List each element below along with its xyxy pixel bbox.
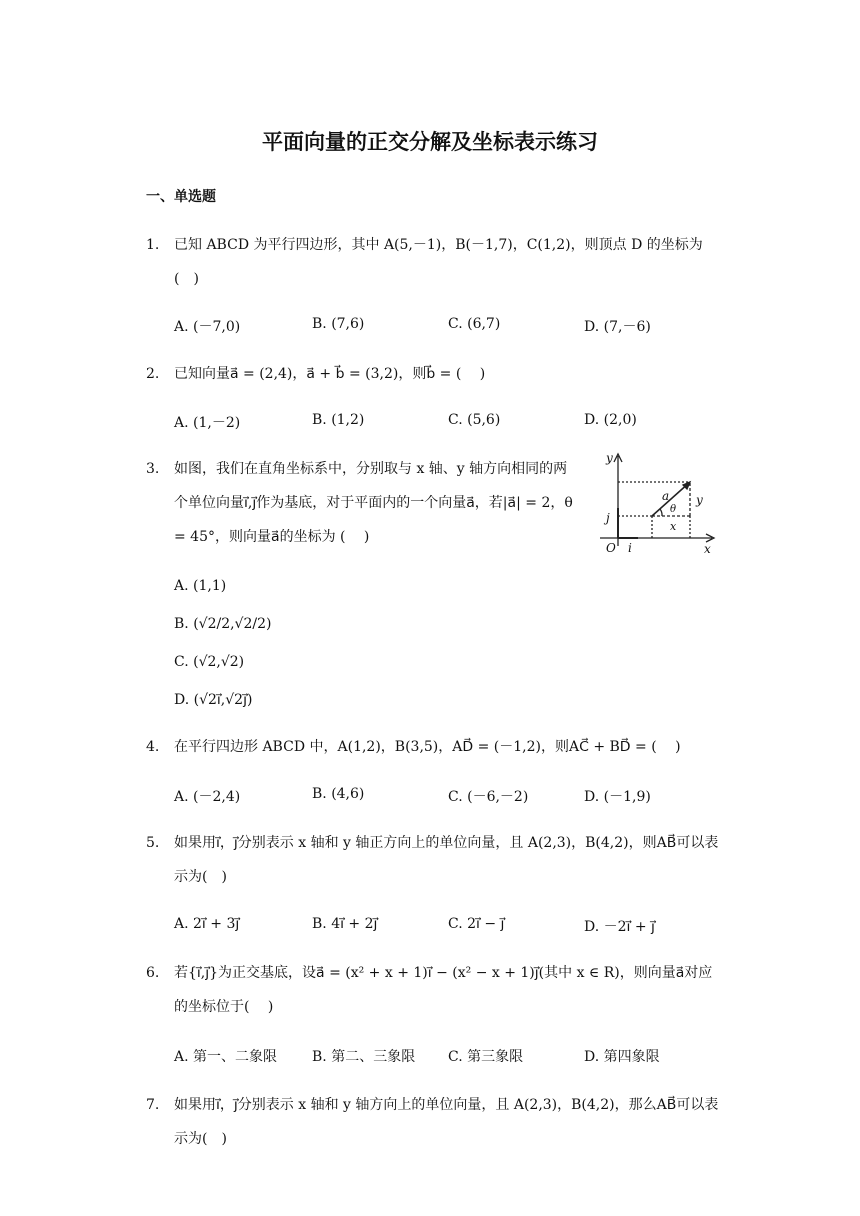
option-c: C. (－6,－2) [448,789,529,805]
question-number: 7. [146,1097,160,1113]
question-6 [146,956,726,1024]
option-d: D. －2i⃗ + j⃗ [584,919,655,935]
option-b: B. (1,2) [312,412,365,428]
option-b: B. (√2/2,√2/2) [174,616,272,632]
option-d: D. (2,0) [584,412,637,428]
question-stem: 已知 ABCD 为平行四边形，其中 A(5,－1)，B(－1,7)，C(1,2)，则顶点 D 的坐标为( ) [174,237,703,287]
option-a: A. (1,－2) [174,415,241,431]
page-title: 平面向量的正交分解及坐标表示练习 [262,130,598,154]
option-a: A. (－2,4) [174,789,241,805]
option-b: B. 第二、三象限 [312,1049,416,1065]
question-number: 3. [146,461,160,477]
option-d: D. (√2i⃗,√2j⃗) [174,692,253,708]
question-stem: 如果用i⃗，j⃗分别表示 x 轴和 y 轴正方向上的单位向量，且 A(2,3)，B(4,2)，则AB⃗可以表示为( ) [174,835,719,885]
option-a: A. (－7,0) [174,319,241,335]
question-number: 4. [146,739,160,755]
option-a: A. 2i⃗ + 3j⃗ [174,916,240,932]
option-b: B. 4i⃗ + 2j⃗ [312,916,378,932]
section-heading: 一、单选题 [146,189,216,205]
question-number: 2. [146,366,160,382]
x-axis-label: x [704,542,711,556]
a-label: a [662,489,670,503]
option-b: B. (4,6) [312,786,365,802]
option-c: C. (√2,√2) [174,654,245,670]
question-3-options [174,573,271,725]
option-d: D. (7,－6) [584,319,651,335]
question-3 [146,452,580,554]
y-component-label: y [696,493,703,507]
question-1 [146,228,726,296]
y-axis-label: y [606,451,613,465]
option-d: D. 第四象限 [584,1049,660,1065]
question-stem: 若{i⃗,j⃗}为正交基底，设a⃗ = (x² + x + 1)i⃗ − (x² − x + 1)j⃗(其中 x ∈ R)，则向量a⃗对应的坐标位于( ) [174,965,713,1015]
theta-label: θ [670,504,677,515]
option-b: B. (7,6) [312,316,365,332]
option-a: A. (1,1) [174,578,227,594]
coordinate-figure [590,450,716,556]
option-c: C. 第三象限 [448,1049,524,1065]
origin-label: O [606,541,616,555]
question-2 [146,357,726,391]
question-5 [146,826,726,894]
question-stem: 如果用i⃗，j⃗分别表示 x 轴和 y 轴方向上的单位向量，且 A(2,3)，B(4,2)，那么AB⃗可以表示为( ) [174,1097,719,1147]
i-label: i [628,541,632,555]
x-component-label: x [670,520,677,533]
option-c: C. (6,7) [448,316,501,332]
question-4 [146,730,726,764]
j-label: j [606,511,610,525]
question-7 [146,1088,726,1156]
question-number: 1. [146,237,160,253]
option-c: C. (5,6) [448,412,501,428]
option-a: A. 第一、二象限 [174,1049,278,1065]
question-stem: 已知向量a⃗ = (2,4)，a⃗ + b⃗ = (3,2)，则b⃗ = ( ) [174,366,486,382]
question-number: 5. [146,835,160,851]
option-d: D. (－1,9) [584,789,651,805]
question-stem: 如图，我们在直角坐标系中，分别取与 x 轴、y 轴方向相同的两个单位向量i⃗,j⃗作为基底，对于平面内的一个向量a⃗，若|a⃗| = 2，θ = 45°，则向量a⃗的坐标为 ( ) [174,461,573,545]
option-c: C. 2i⃗ − j⃗ [448,916,505,932]
question-stem: 在平行四边形 ABCD 中，A(1,2)，B(3,5)，AD⃗ = (－1,2)，则AC⃗ + BD⃗ = ( ) [174,739,681,755]
question-number: 6. [146,965,160,981]
